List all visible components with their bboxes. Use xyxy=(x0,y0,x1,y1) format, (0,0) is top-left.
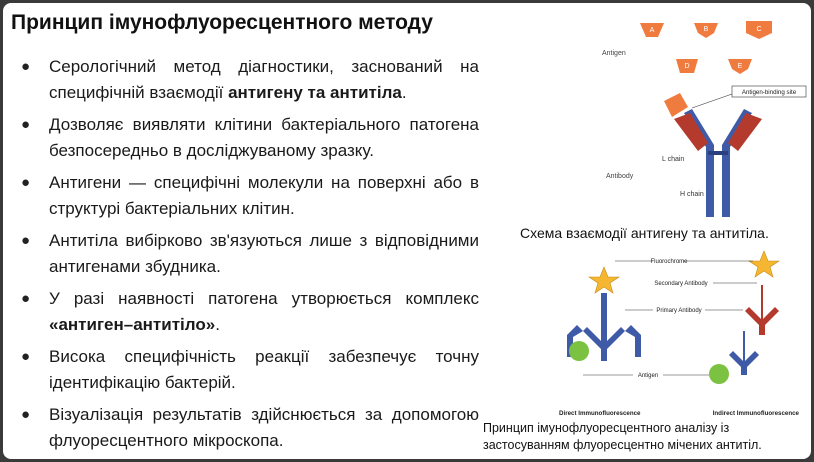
indirect-label: Indirect Immunofluorescence xyxy=(712,410,799,417)
slide xyxy=(3,3,811,459)
antigen-e xyxy=(728,59,752,74)
binding-site-pointer xyxy=(692,94,732,108)
bullet-item: ● Візуалізація результатів здійснюється за допомогою флуоресцентного мікроскопа. xyxy=(17,402,479,454)
l-chain-label: L chain xyxy=(662,156,685,163)
bullet-item: ● Антигени — специфічні молекули на поверхні або в структурі бактеріальних клітин. xyxy=(17,170,479,222)
antigen-c xyxy=(746,21,772,39)
antigen-b xyxy=(694,23,718,38)
direct-fluorochrome-star xyxy=(589,267,619,293)
indirect-antigen-circle xyxy=(709,364,729,384)
antibody-label: Antibody xyxy=(606,173,634,180)
figure1-caption: Схема взаємодії антигену та антитіла. xyxy=(520,225,769,241)
bullet-item: ● Антитіла вибірково зв'язуються лише з відповідними антигенами збудника. xyxy=(17,228,479,280)
primary-antibody xyxy=(729,331,759,375)
bullet-item: ● Серологічний метод діагностики, заснований на специфічній взаємодії антигену та антитіла. xyxy=(17,54,479,106)
figure2-caption: Принцип імунофлуоресцентного аналізу із застосуванням флуоресцентно мічених антитіл. xyxy=(483,421,762,452)
indirect-fluorochrome-star xyxy=(749,251,779,277)
bullet-item: ● У разі наявності патогена утворюється комплекс «антиген–антитіло». xyxy=(17,286,479,338)
immunofluorescence-diagram xyxy=(553,247,805,419)
antibody-shape xyxy=(674,109,762,217)
binding-site-label: Antigen-binding site xyxy=(741,89,797,96)
bullet-item: ● Дозволяє виявляти клітини бактеріального патогена безпосередньо в досліджуваному зразку. xyxy=(17,112,479,164)
secondary-antibody xyxy=(745,285,779,335)
direct-antigen-circle xyxy=(569,341,589,361)
antigen-d xyxy=(676,59,698,73)
antigen-antibody-diagram xyxy=(600,11,810,226)
h-chain-label: H chain xyxy=(680,191,704,198)
bullet-item: ● Висока специфічність реакції забезпечує точну ідентифікацію бактерій. xyxy=(17,344,479,396)
svg-text:C: C xyxy=(756,26,762,33)
direct-label: Direct Immunofluorescence xyxy=(559,410,641,417)
antigen-label-2: Antigen xyxy=(637,373,659,379)
fluorochrome-label: Fluorochrome xyxy=(650,259,688,265)
antigen-a xyxy=(640,23,664,37)
secondary-antibody-label: Secondary Antibody xyxy=(654,281,708,287)
bullet-list xyxy=(17,54,479,459)
slide-title: Принцип імунофлуоресцентного методу xyxy=(11,11,433,34)
svg-text:D: D xyxy=(684,63,690,70)
svg-text:E: E xyxy=(737,63,743,70)
antigen-label: Antigen xyxy=(602,50,626,57)
svg-text:B: B xyxy=(703,26,709,33)
svg-text:A: A xyxy=(649,27,655,34)
primary-antibody-label: Primary Antibody xyxy=(656,308,702,314)
